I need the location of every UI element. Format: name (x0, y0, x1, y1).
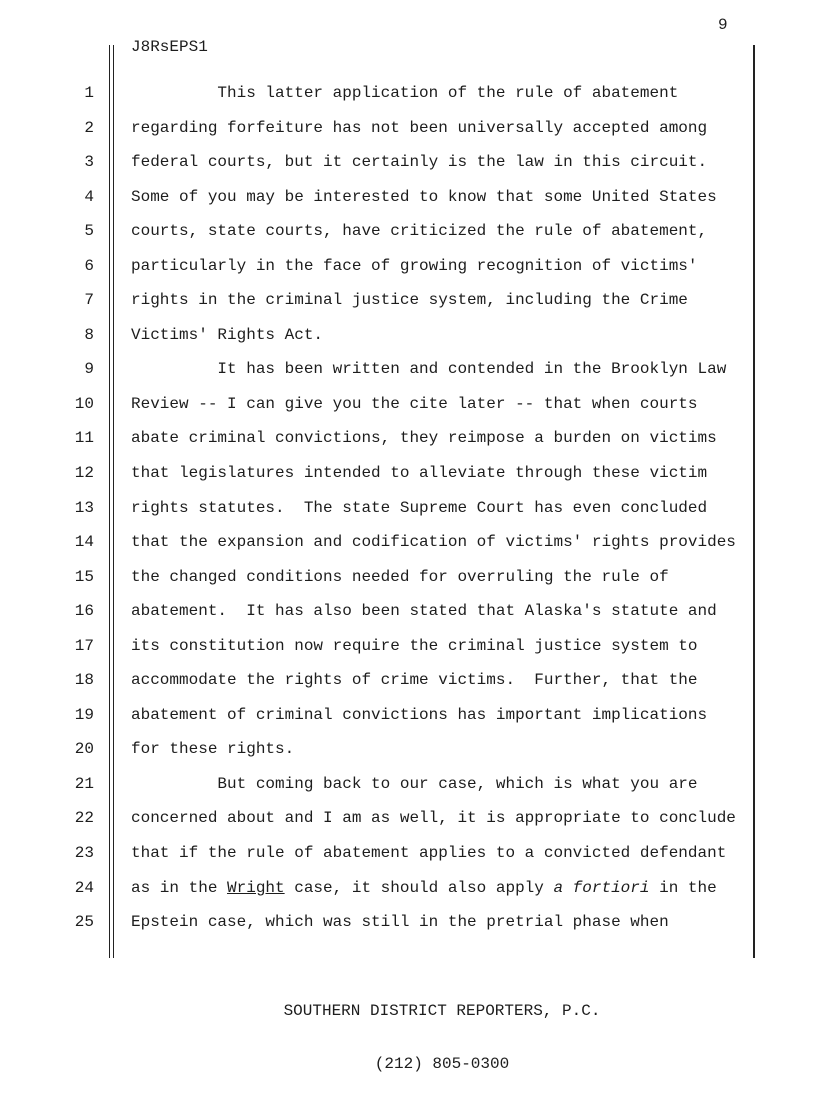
transcript-line (0, 843, 816, 878)
transcript-line (0, 463, 816, 498)
line-text (131, 567, 669, 588)
line-number: 7 (84, 291, 94, 310)
transcript-line (0, 394, 816, 429)
transcript-line (0, 739, 816, 774)
line-number: 5 (84, 222, 94, 241)
text-segment: accommodate the rights of crime victims. Further, that the (131, 671, 698, 690)
page-number: 9 (718, 16, 728, 34)
text-segment: But coming back to our case, which is what you are (131, 774, 698, 793)
line-text (131, 428, 717, 449)
line-text (131, 739, 294, 760)
line-text (131, 118, 707, 139)
text-segment: rights statutes. The state Supreme Court has even concluded (131, 498, 708, 517)
line-text (131, 325, 323, 346)
line-number: 4 (84, 187, 94, 206)
transcript-line (0, 808, 816, 843)
transcript-line (0, 567, 816, 602)
text-segment: concerned about and I am as well, it is appropriate to conclude (131, 809, 736, 828)
text-segment: abatement. It has also been stated that Alaska's statute and (131, 602, 717, 621)
line-text (131, 878, 717, 899)
text-segment: that the expansion and codification of victims' rights provides (131, 533, 736, 552)
line-text (131, 394, 698, 415)
line-text (131, 912, 669, 933)
text-segment: courts, state courts, have criticized the rule of abatement, (131, 222, 708, 241)
text-segment: as in the (131, 878, 228, 897)
transcript-header-id: J8RsEPS1 (131, 38, 208, 56)
line-text (131, 532, 736, 553)
text-segment: in the (649, 878, 717, 897)
transcript-line (0, 221, 816, 256)
footer-phone-number: (212) 805-0300 (374, 1054, 510, 1073)
transcript-line (0, 118, 816, 153)
line-number: 15 (74, 567, 94, 586)
line-number: 22 (74, 809, 94, 828)
line-text (131, 221, 707, 242)
transcript-line (0, 532, 816, 567)
transcript-line (0, 705, 816, 740)
text-segment: It has been written and contended in the Brooklyn Law (131, 360, 727, 379)
line-text (131, 83, 678, 104)
transcript-line (0, 498, 816, 533)
transcript-line (0, 290, 816, 325)
line-number: 20 (74, 740, 94, 759)
line-number: 13 (74, 498, 94, 517)
line-number: 9 (84, 360, 94, 379)
transcript-line (0, 636, 816, 671)
line-text (131, 187, 717, 208)
transcript-line (0, 359, 816, 394)
line-text (131, 498, 707, 519)
line-number: 2 (84, 118, 94, 137)
transcript-line (0, 428, 816, 463)
line-text (131, 601, 717, 622)
line-text (131, 808, 736, 829)
text-segment: rights in the criminal justice system, including the Crime (131, 291, 688, 310)
line-text (131, 705, 707, 726)
transcript-line (0, 774, 816, 809)
transcript-line (0, 187, 816, 222)
line-text (131, 670, 698, 691)
text-segment: regarding forfeiture has not been universally accepted among (131, 118, 708, 137)
transcript-lines (0, 83, 816, 947)
text-segment: Some of you may be interested to know that some United States (131, 187, 717, 206)
transcript-line (0, 256, 816, 291)
line-number: 25 (74, 913, 94, 932)
text-segment: its constitution now require the criminal justice system to (131, 636, 698, 655)
text-segment: the changed conditions needed for overruling the rule of (131, 567, 669, 586)
transcript-line (0, 670, 816, 705)
line-number: 17 (74, 636, 94, 655)
line-text (131, 256, 698, 277)
line-number: 1 (84, 84, 94, 102)
line-number: 10 (74, 394, 94, 413)
line-number: 16 (74, 602, 94, 621)
transcript-line (0, 152, 816, 187)
transcript-line (0, 325, 816, 360)
text-segment: This latter application of the rule of abatement (131, 84, 679, 102)
line-number: 12 (74, 464, 94, 483)
line-number: 11 (74, 429, 94, 448)
text-segment: abate criminal convictions, they reimpose a burden on victims (131, 429, 717, 448)
text-segment: Victims' Rights Act. (131, 325, 324, 344)
line-text (131, 152, 707, 173)
line-text (131, 636, 698, 657)
line-number: 23 (74, 844, 94, 863)
transcript-line (0, 83, 816, 118)
reporter-footer (131, 967, 753, 1109)
line-text (131, 843, 726, 864)
line-number: 8 (84, 325, 94, 344)
transcript-line (0, 912, 816, 947)
line-number: 21 (74, 774, 94, 793)
line-number: 18 (74, 671, 94, 690)
line-text (131, 774, 698, 795)
line-number: 14 (74, 533, 94, 552)
line-text (131, 359, 726, 380)
text-segment: that if the rule of abatement applies to a convicted defendant (131, 844, 727, 863)
transcript-line (0, 601, 816, 636)
line-text (131, 290, 688, 311)
line-number: 6 (84, 256, 94, 275)
text-segment: that legislatures intended to alleviate through these victim (131, 464, 708, 483)
footer-reporter-name: SOUTHERN DISTRICT REPORTERS, P.C. (283, 1001, 601, 1020)
text-segment: Epstein case, which was still in the pretrial phase when (131, 913, 669, 932)
line-number: 19 (74, 705, 94, 724)
text-segment: Review -- I can give you the cite later -- that when courts (131, 394, 698, 413)
latin-phrase-italic: a fortiori (553, 878, 650, 897)
case-name-underlined: Wright (227, 878, 285, 897)
text-segment: particularly in the face of growing recognition of victims' (131, 256, 698, 275)
text-segment: case, it should also apply (284, 878, 554, 897)
line-number: 24 (74, 878, 94, 897)
text-segment: for these rights. (131, 740, 295, 759)
text-segment: federal courts, but it certainly is the law in this circuit. (131, 153, 708, 172)
line-text (131, 463, 707, 484)
transcript-line (0, 878, 816, 913)
text-segment: abatement of criminal convictions has important implications (131, 705, 708, 724)
line-number: 3 (84, 153, 94, 172)
